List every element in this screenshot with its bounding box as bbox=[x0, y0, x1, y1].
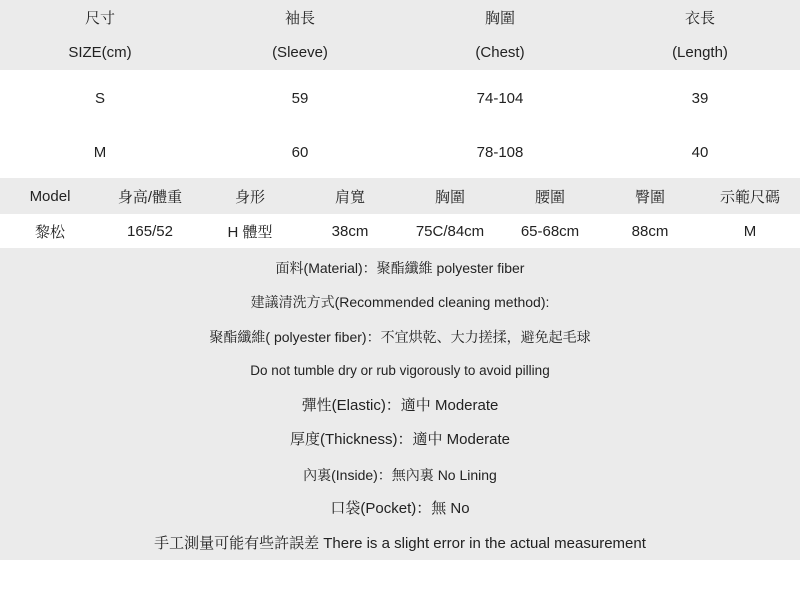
size-table-header-en bbox=[0, 35, 800, 70]
chest-cell: 78-108 bbox=[476, 143, 524, 161]
thickness-line: 厚度(Thickness)：適中 Moderate bbox=[289, 431, 511, 448]
sleeve-header-en-cell: (Sleeve) bbox=[272, 44, 328, 61]
shoulder-cell: 38cm bbox=[331, 222, 369, 240]
bust-header-cell: 胸圍 bbox=[434, 188, 465, 206]
waist-header-cell: 腰圍 bbox=[534, 188, 565, 206]
length-header-cell: 衣長 bbox=[684, 10, 715, 27]
product-info-block bbox=[0, 248, 800, 560]
shoulder-header-cell: 肩寬 bbox=[334, 188, 365, 206]
length-header-en-cell: (Length) bbox=[672, 44, 728, 61]
length-cell: 39 bbox=[691, 89, 709, 107]
height-weight-cell: 165/52 bbox=[127, 222, 173, 240]
material-line: 面料(Material)：聚酯纖維 polyester fiber bbox=[275, 260, 525, 276]
chest-header-en-cell: (Chest) bbox=[475, 44, 525, 61]
bust-cell: 75C/84cm bbox=[415, 222, 485, 240]
inside-line: 內裏(Inside)：無內裏 No Lining bbox=[303, 467, 497, 483]
table-row bbox=[0, 80, 800, 116]
cleaning-zh-line: 聚酯纖維( polyester fiber)：不宜烘乾、大力搓揉，避免起毛球 bbox=[209, 329, 591, 345]
demo-size-header-cell: 示範尺碼 bbox=[719, 188, 780, 206]
hip-cell: 88cm bbox=[631, 222, 669, 240]
chest-cell: 74-104 bbox=[476, 89, 524, 107]
body-type-cell: H 體型 bbox=[227, 223, 273, 241]
chest-header-cell: 胸圍 bbox=[484, 10, 515, 27]
cleaning-en-line: Do not tumble dry or rub vigorously to avoid pilling bbox=[250, 363, 550, 378]
model-table-header bbox=[0, 178, 800, 214]
size-cell: S bbox=[94, 89, 105, 107]
body-type-header-cell: 身形 bbox=[234, 188, 265, 206]
waist-cell: 65-68cm bbox=[520, 222, 580, 240]
length-cell: 40 bbox=[691, 143, 709, 161]
sleeve-cell: 59 bbox=[291, 89, 309, 107]
elastic-line: 彈性(Elastic)：適中 Moderate bbox=[301, 397, 499, 414]
hip-header-cell: 臀圍 bbox=[634, 188, 665, 206]
size-header-cell: 尺寸 bbox=[84, 10, 115, 27]
model-header-cell: Model bbox=[29, 187, 71, 205]
cleaning-title-line: 建議清洗方式(Recommended cleaning method): bbox=[250, 294, 550, 310]
table-row bbox=[0, 134, 800, 170]
size-cell: M bbox=[93, 143, 107, 161]
pocket-line: 口袋(Pocket)：無 No bbox=[330, 500, 470, 517]
model-table-row bbox=[0, 214, 800, 248]
size-header-en-cell: SIZE(cm) bbox=[68, 44, 132, 61]
sleeve-cell: 60 bbox=[291, 143, 309, 161]
size-table-header-zh bbox=[0, 0, 800, 35]
demo-size-cell: M bbox=[743, 222, 757, 240]
model-name-cell: 黎松 bbox=[34, 223, 65, 241]
height-weight-header-cell: 身高/體重 bbox=[117, 188, 183, 206]
measurement-disclaimer: 手工測量可能有些許誤差 There is a slight error in the actual measurement bbox=[154, 535, 646, 552]
sleeve-header-cell: 袖長 bbox=[284, 10, 315, 27]
